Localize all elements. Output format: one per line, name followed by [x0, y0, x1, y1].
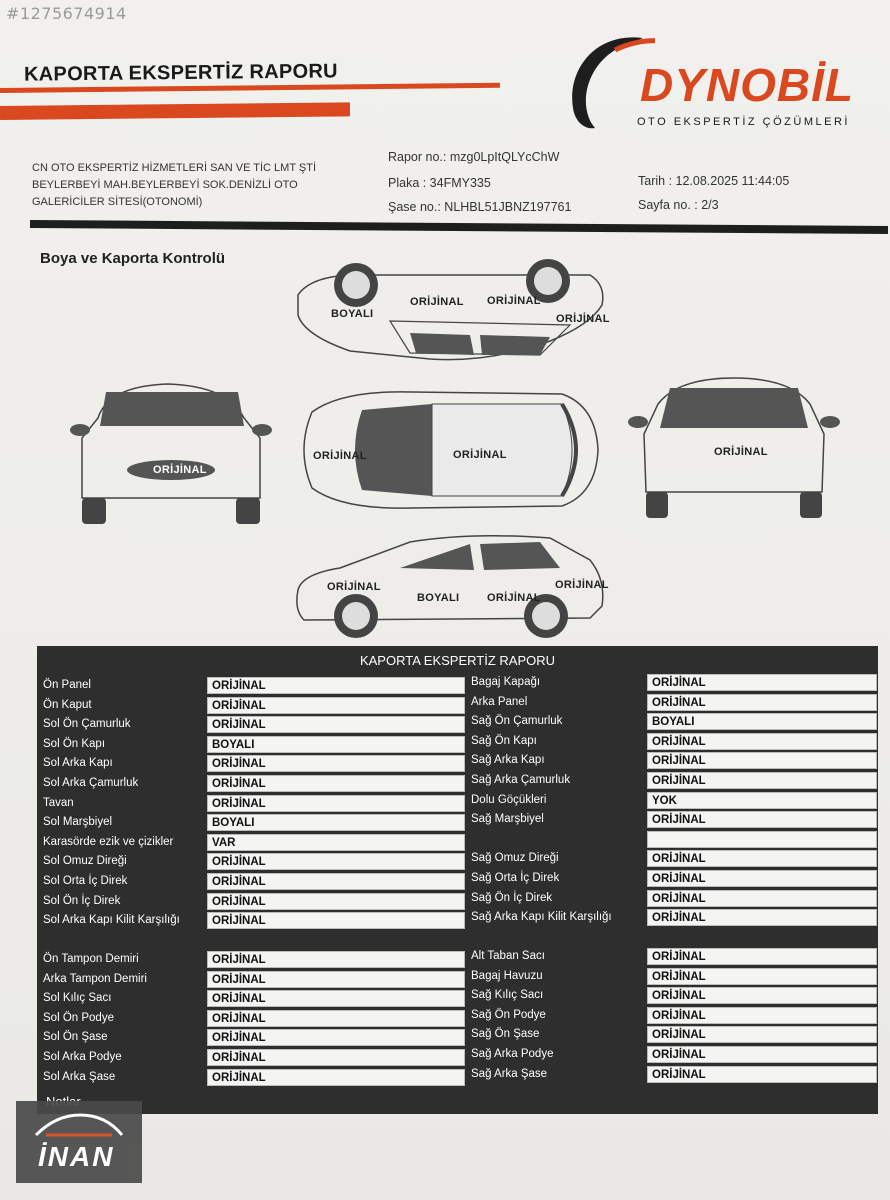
table-row-value: BOYALI — [647, 713, 877, 730]
table-row-label: Ön Kaput — [43, 698, 92, 711]
table-row-value: ORİJİNAL — [647, 694, 877, 711]
table-row-label: Dolu Göçükleri — [471, 793, 547, 806]
table-row-label: Ön Panel — [43, 679, 91, 691]
table-row-label: Sağ Ön İç Direk — [471, 891, 553, 904]
label-roof-right: ORİJİNAL — [453, 449, 507, 461]
company-line-2: BEYLERBEYİ MAH.BEYLERBEYİ SOK.DENİZLİ OTO — [32, 179, 298, 191]
sase-no: Şase no.: NLHBL51JBNZ197761 — [388, 200, 572, 214]
label-top-boyali: BOYALI — [331, 308, 374, 320]
table-row-label: Sağ Arka Kapı — [471, 754, 545, 767]
sayfa-no: Sayfa no. : 2/3 — [638, 198, 719, 212]
table-row-value: ORİJİNAL — [647, 1066, 877, 1083]
table-row-value: ORİJİNAL — [647, 968, 877, 985]
table-row-label: Sağ Marşbiyel — [471, 813, 544, 826]
table-row-label: Sağ Kılıç Sacı — [471, 989, 544, 1002]
label-front: ORİJİNAL — [153, 464, 207, 476]
table-row-label: Sağ Ön Kapı — [471, 734, 537, 747]
table-row-label: Sol Ön Kapı — [43, 737, 106, 750]
listing-id: #1275674914 — [6, 4, 127, 23]
table-row-value: ORİJİNAL — [647, 948, 877, 965]
label-top-orijinal-2: ORİJİNAL — [487, 295, 541, 307]
table-row-value: ORİJİNAL — [207, 677, 465, 694]
logo-wordmark: DYNOBİL — [640, 59, 854, 111]
table-row-value: ORİJİNAL — [647, 1007, 877, 1024]
table-row-label: Sağ Arka Çamurluk — [471, 774, 571, 786]
table-row-value: ORİJİNAL — [647, 752, 877, 769]
table-row-value: ORİJİNAL — [207, 893, 465, 910]
table-row-label: Ön Tampon Demiri — [43, 953, 139, 965]
table-row-value: ORİJİNAL — [647, 987, 877, 1004]
company-info — [32, 160, 332, 211]
table-body-1 — [37, 672, 878, 930]
table-row-label: Sol Ön İç Direk — [43, 894, 121, 907]
table-row-label: Sol Arka Şase — [43, 1070, 116, 1083]
inan-watermark-logo — [16, 1101, 142, 1183]
table-row-label: Sol Ön Podye — [43, 1011, 114, 1024]
table-row-value: ORİJİNAL — [207, 1069, 465, 1086]
label-top-orijinal-3: ORİJİNAL — [556, 313, 610, 325]
table-row-value: ORİJİNAL — [647, 890, 877, 907]
label-bottom-boyali: BOYALI — [417, 592, 460, 604]
table-row-label: Sol Ön Şase — [43, 1031, 108, 1044]
table-row-label: Sol Arka Kapı Kilit Karşılığı — [43, 914, 180, 927]
dynobil-logo — [565, 30, 885, 140]
table-row-value: ORİJİNAL — [647, 870, 877, 887]
table-row-label: Sol Marşbiyel — [43, 816, 113, 829]
table-row-label: Bagaj Havuzu — [471, 969, 543, 982]
table-row-label: Sağ Ön Podye — [471, 1008, 546, 1021]
label-top-orijinal-1: ORİJİNAL — [410, 296, 464, 308]
table-title: KAPORTA EKSPERTİZ RAPORU — [37, 646, 878, 672]
table-row-value: ORİJİNAL — [207, 1049, 465, 1066]
table-row-value: BOYALI — [207, 736, 465, 753]
table-row-value: ORİJİNAL — [647, 850, 877, 867]
logo-subtitle: OTO EKSPERTİZ ÇÖZÜMLERİ — [637, 116, 850, 128]
table-row-value: BOYALI — [207, 814, 465, 831]
table-row-value: VAR — [207, 834, 465, 851]
label-bottom-orijinal-1: ORİJİNAL — [327, 581, 381, 593]
report-title: KAPORTA EKSPERTİZ RAPORU — [23, 60, 338, 86]
table-row-value: ORİJİNAL — [647, 772, 877, 789]
table-row-label: Sol Omuz Direği — [43, 855, 127, 868]
table-row-value: ORİJİNAL — [207, 1010, 465, 1027]
table-row-label: Sol Arka Kapı — [43, 757, 113, 770]
table-row-value: ORİJİNAL — [207, 853, 465, 870]
company-line-1: CN OTO EKSPERTİZ HİZMETLERİ SAN VE TİC LMT ŞTİ — [32, 162, 317, 174]
table-row-label: Alt Taban Sacı — [471, 950, 545, 962]
section-title: Boya ve Kaporta Kontrolü — [40, 250, 226, 267]
title-stripe-thick — [0, 102, 350, 120]
table-row-value: ORİJİNAL — [207, 697, 465, 714]
table-row-label: Sağ Arka Podye — [471, 1048, 554, 1060]
rapor-no: Rapor no.: mzg0LpItQLYcChW — [388, 150, 560, 164]
table-row-value: ORİJİNAL — [207, 795, 465, 812]
table-row-value: ORİJİNAL — [647, 1026, 877, 1043]
company-line-3: GALERİCİLER SİTESİ(OTONOMİ) — [32, 196, 203, 208]
table-row-value: ORİJİNAL — [207, 912, 465, 929]
label-bottom-orijinal-2: ORİJİNAL — [487, 592, 541, 604]
header-rule — [30, 220, 888, 234]
inan-wordmark: İNAN — [38, 1141, 115, 1172]
table-row-label: Sağ Ön Çamurluk — [471, 715, 563, 728]
table-row-value: ORİJİNAL — [647, 1046, 877, 1063]
table-row-value: ORİJİNAL — [207, 716, 465, 733]
table-row-value: ORİJİNAL — [207, 1029, 465, 1046]
table-row-value: ORİJİNAL — [207, 971, 465, 988]
table-row-label: Arka Panel — [471, 695, 528, 708]
table-body-2 — [37, 930, 878, 1090]
table-row-value: ORİJİNAL — [647, 811, 877, 828]
table-row-value: ORİJİNAL — [207, 755, 465, 772]
table-row-value: ORİJİNAL — [207, 990, 465, 1007]
table-row-value: ORİJİNAL — [647, 674, 877, 691]
label-roof-left: ORİJİNAL — [313, 450, 367, 462]
table-row-label: Sol Arka Çamurluk — [43, 777, 139, 789]
table-row-value: ORİJİNAL — [207, 873, 465, 890]
tarih: Tarih : 12.08.2025 11:44:05 — [638, 174, 790, 188]
table-row-value: ORİJİNAL — [207, 775, 465, 792]
table-row-value: YOK — [647, 792, 877, 809]
car-front-diagram — [68, 378, 274, 528]
table-row-label: Karasörde ezik ve çizikler — [43, 835, 174, 848]
table-row-label: Sol Ön Çamurluk — [43, 718, 131, 731]
car-silhouette-icon — [16, 1105, 142, 1145]
notes-bar — [37, 1090, 878, 1114]
table-row-label: Arka Tampon Demiri — [43, 972, 147, 985]
table-row-label: Tavan — [43, 796, 74, 809]
table-row-label: Sağ Arka Şase — [471, 1067, 548, 1080]
plaka: Plaka : 34FMY335 — [388, 176, 491, 190]
table-row-label: Sol Orta İç Direk — [43, 875, 128, 887]
label-rear: ORİJİNAL — [714, 446, 768, 458]
table-row-value: ORİJİNAL — [647, 909, 877, 926]
table-row-label: Sağ Arka Kapı Kilit Karşılığı — [471, 911, 612, 924]
table-row-label: Bagaj Kapağı — [471, 676, 541, 688]
label-bottom-orijinal-3: ORİJİNAL — [555, 579, 609, 591]
table-row-value: ORİJİNAL — [207, 951, 465, 968]
table-row-label: Sol Kılıç Sacı — [43, 992, 112, 1005]
table-row-label: Sağ Orta İç Direk — [471, 872, 560, 884]
table-row-value: ORİJİNAL — [647, 733, 877, 750]
table-row-label: Sağ Omuz Direği — [471, 852, 559, 865]
table-row-label: Sağ Ön Şase — [471, 1028, 540, 1041]
table-row-label: Sol Arka Podye — [43, 1051, 122, 1063]
table-row-value — [647, 831, 877, 848]
